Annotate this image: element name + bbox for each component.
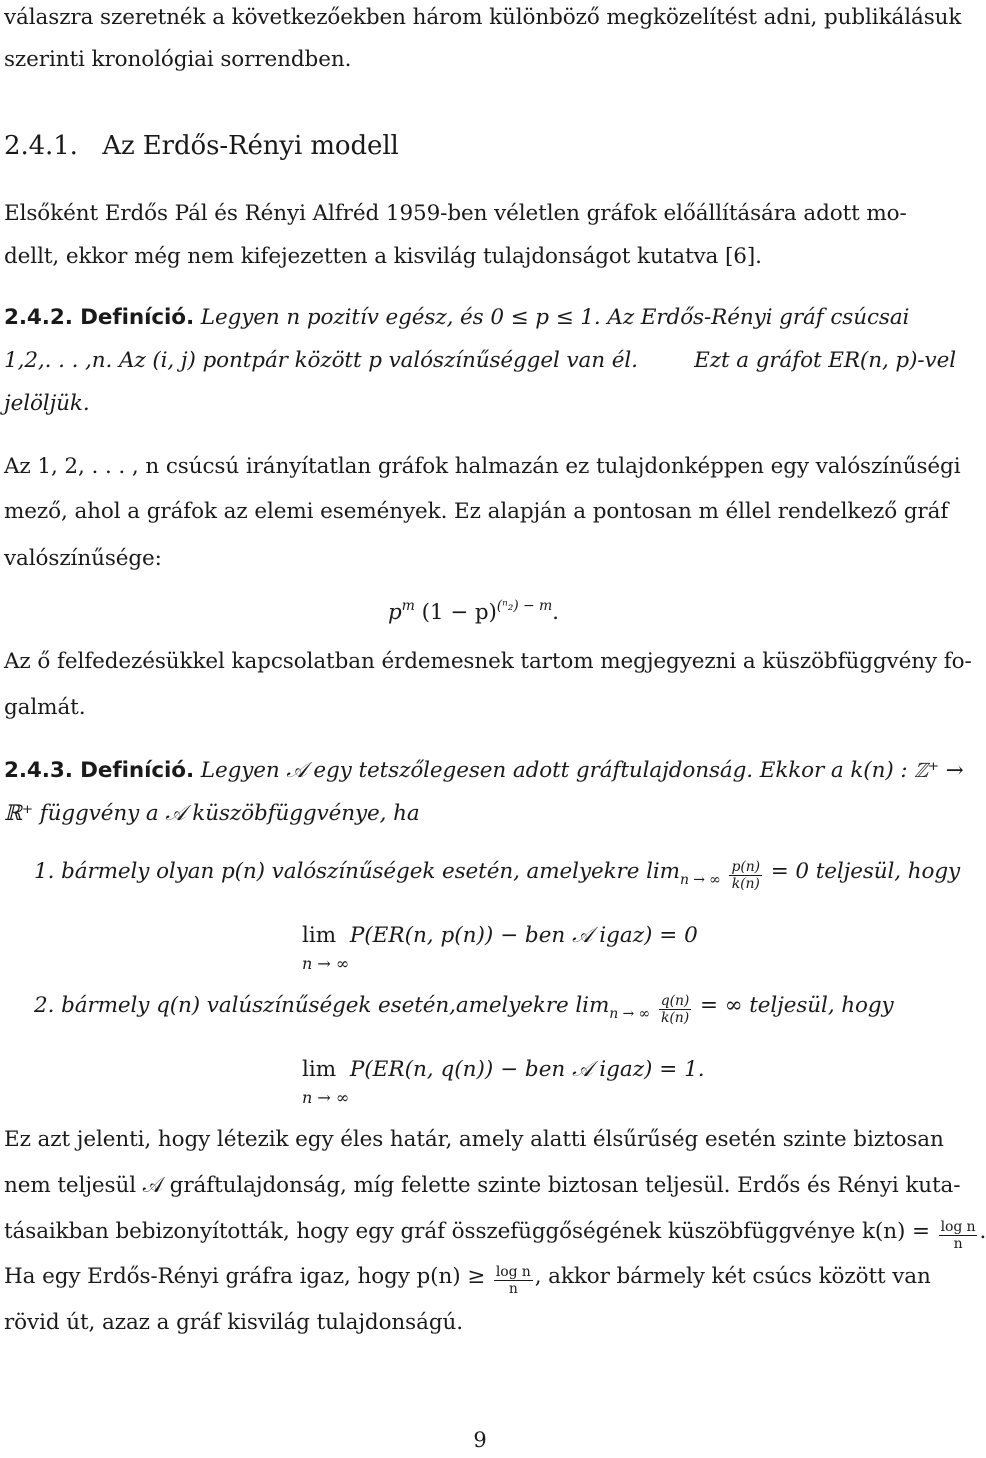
- fraction-log-n-over-n: $\frac{\text{log n}}{n}$: [940, 1219, 976, 1252]
- para2-line-2: mező, ahol a gráfok az elemi események. Ez alapján a pontosan m éllel rendelkező gráf: [4, 499, 949, 524]
- definition-1-line-2: 1,2,. . . ,n. Az (i, j) pontpár között p valószínűséggel van él. Ezt a gráfot ER(n, p)-vel: [4, 348, 956, 373]
- section-heading: [4, 132, 956, 160]
- para4-line-5: rövid út, azaz a gráf kisvilág tulajdonságú.: [4, 1310, 463, 1335]
- fraction-p-over-k: $\frac{p(n)}{k(n)}$: [731, 859, 760, 892]
- condition-item-2: 2. bármely q(n) valúszínűségek esetén,amelyekre $\lim_{n \to \infty}$ $\frac{q(n)}{k(n)}$ = ∞ teljesül, hogy: [34, 993, 894, 1026]
- para2-line-1: Az 1, 2, . . . , n csúcsú irányítatlan gráfok halmazán ez tulajdonképpen egy valószínűségi: [4, 454, 961, 479]
- fraction-q-over-k: $\frac{q(n)}{k(n)}$: [660, 993, 690, 1026]
- intro-line-2: szerinti kronológiai sorrendben.: [4, 47, 352, 72]
- formula-probability: $p^m$ $(1 - p)^{(^n_2) - m}$.: [388, 598, 559, 625]
- para4-line-4: Ha egy Erdős-Rényi gráfra igaz, hogy p(n) ≥ $\frac{\text{log n}}{n}$ , akkor bármely két csúcs között van: [4, 1264, 931, 1297]
- para1-line-1: Elsőként Erdős Pál és Rényi Alfréd 1959-ben véletlen gráfok előállítására adott mo-: [4, 201, 907, 226]
- para2-line-3: valószínűsége:: [4, 546, 162, 571]
- para4-line-3: tásaikban bebizonyították, hogy egy gráf összefüggőségének küszöbfüggvénye k(n) = $\frac{\text{log n}}{n}$ .: [4, 1219, 986, 1252]
- condition-item-1: 1. bármely olyan p(n) valószínűségek esetén, amelyekre $\lim_{n \to \infty}$ $\frac{p(n)}{k(n)}$ = 0 teljesül, hogy: [34, 859, 961, 892]
- definition-1-label: 2.4.2. Definíció.: [4, 305, 195, 330]
- intro-line-1: válaszra szeretnék a következőekben három különböző megközelítést adni, publikálásuk: [4, 5, 962, 30]
- section-title: Az Erdős-Rényi modell: [102, 131, 399, 161]
- para4-line-2: nem teljesül 𝒜 gráftulajdonság, míg felette szinte biztosan teljesül. Erdős és Rényi kuta-: [4, 1173, 961, 1198]
- definition-1-line-1: 2.4.2. Definíció. Legyen n pozitív egész, és 0 ≤ p ≤ 1. Az Erdős-Rényi gráf csúcsai: [4, 305, 910, 330]
- definition-2-line-1: 2.4.3. Definíció. Legyen 𝒜 egy tetszőlegesen adott gráftulajdonság. Ekkor a k(n) : ℤ⁺ →: [4, 758, 964, 783]
- fraction-log-n-over-n-2: $\frac{\text{log n}}{n}$: [495, 1264, 531, 1297]
- para3-line-2: galmát.: [4, 695, 86, 720]
- page-number: 9: [473, 1428, 487, 1452]
- definition-2-line-2: ℝ⁺ függvény a 𝒜 küszöbfüggvénye, ha: [4, 801, 420, 826]
- para3-line-1: Az ő felfedezésükkel kapcsolatban érdemesnek tartom megjegyezni a küszöbfüggvény fo-: [4, 649, 972, 674]
- para4-line-1: Ez azt jelenti, hogy létezik egy éles határ, amely alatti élsűrűség esetén szinte biztosan: [4, 1127, 944, 1152]
- definition-2-label: 2.4.3. Definíció.: [4, 758, 195, 783]
- section-number: 2.4.1.: [4, 131, 78, 161]
- para1-line-2: dellt, ekkor még nem kifejezetten a kisvilág tulajdonságot kutatva [6].: [4, 244, 762, 269]
- limit-expression-1: lim n → ∞ P(ER(n, p(n)) − ben 𝒜 igaz) = 0: [302, 923, 698, 973]
- definition-1-line-3: jelöljük.: [4, 391, 90, 416]
- limit-expression-2: lim n → ∞ P(ER(n, q(n)) − ben 𝒜 igaz) = 1.: [302, 1057, 705, 1107]
